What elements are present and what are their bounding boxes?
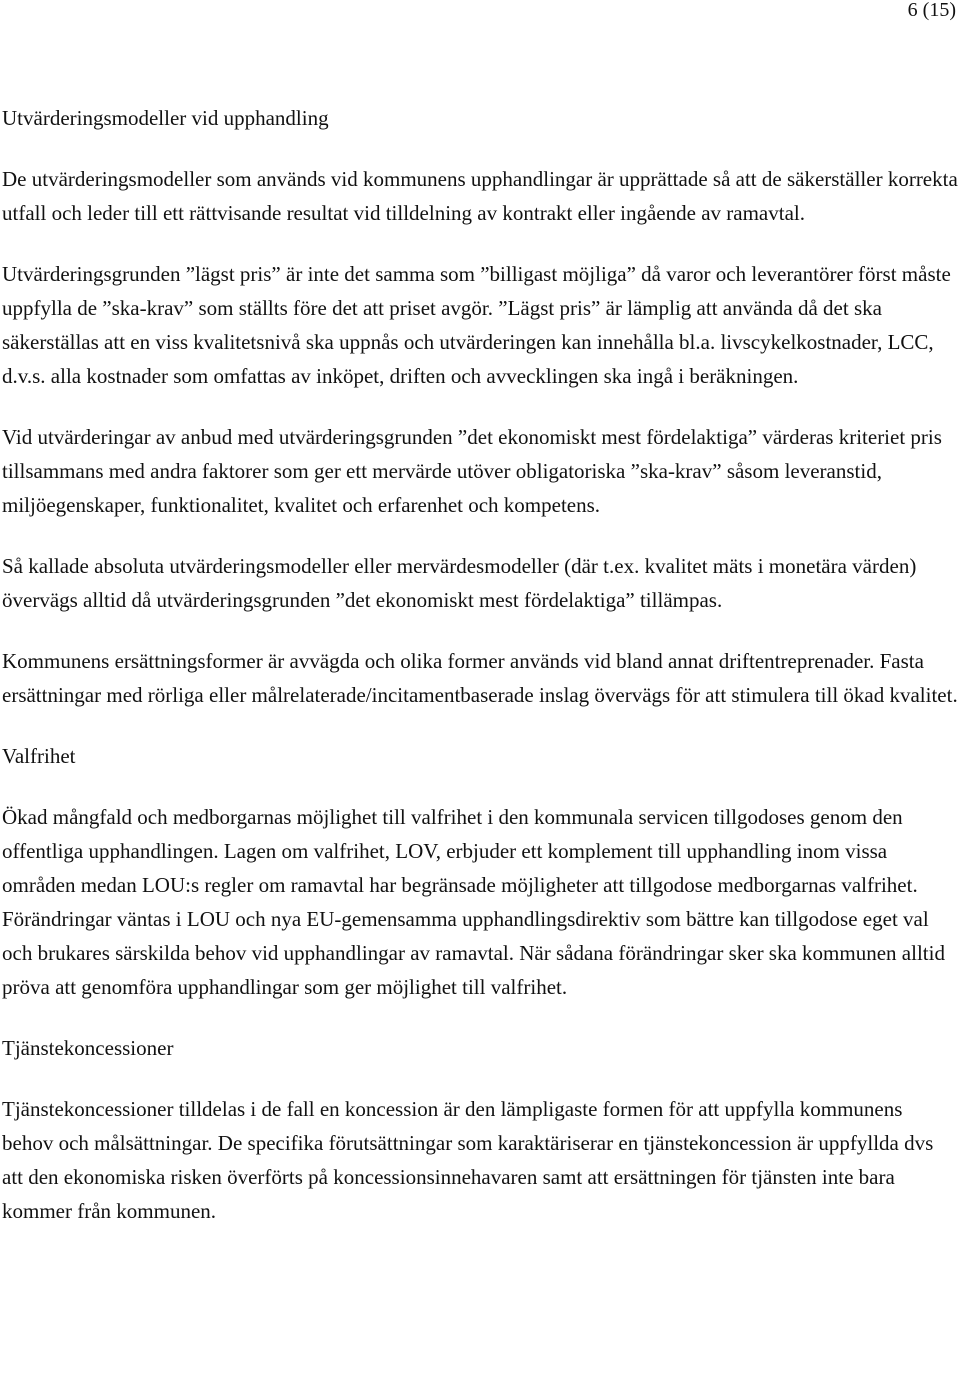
paragraph-tjanstekoncessioner: Tjänstekoncessioner tilldelas i de fall en koncession är den lämpligaste formen för att uppfylla kommunens behov och målsättningar. De specifika förutsättningar som karaktäriserar en tjänstekoncession är uppfyllda dvs att den ekonomiska risken överförts på koncessionsinnehavaren samt att ersättningen för tjänsten inte bara kommer från kommunen. — [2, 1097, 934, 1223]
section-heading-tjanstekoncessioner: Tjänstekoncessioner — [2, 1036, 174, 1060]
paragraph-ekonomiskt-fordelaktiga: Vid utvärderingar av anbud med utvärderingsgrunden ”det ekonomiskt mest fördelaktiga” värderas kriteriet pris tillsammans med andra faktorer som ger ett mervärde utöver obligatoriska ”ska-krav” såsom leveranstid, miljöegenskaper, funktionalitet, kvalitet och erfarenhet och kompetens. — [2, 425, 942, 517]
section-heading-utvarderingsmodeller: Utvärderingsmodeller vid upphandling — [2, 106, 329, 130]
paragraph-intro: De utvärderingsmodeller som används vid kommunens upphandlingar är upprättade så att de säkerställer korrekta utfall och leder till ett rättvisande resultat vid tilldelning av kontrakt eller ingående av ramavtal. — [2, 167, 958, 225]
paragraph-valfrihet: Ökad mångfald och medborgarnas möjlighet till valfrihet i den kommunala servicen tillgodoses genom den offentliga upphandlingen. Lagen om valfrihet, LOV, erbjuder ett komplement till upphandling inom vissa områden medan LOU:s regler om ramavtal har begränsade möjligheter att tillgodose medborgarnas valfrihet. Förändringar väntas i LOU och nya EU-gemensamma upphandlingsdirektiv som bättre kan tillgodose eget val och brukares särskilda behov vid upphandlingar av ramavtal. När sådana förändringar sker ska kommunen alltid pröva att genomföra upphandlingar som ger möjlighet till valfrihet. — [2, 805, 945, 999]
paragraph-ersattningsformer: Kommunens ersättningsformer är avvägda och olika former används vid bland annat driftentreprenader. Fasta ersättningar med rörliga eller målrelaterade/incitamentbaserade inslag övervägs för att stimulera till ökad kvalitet. — [2, 649, 958, 707]
paragraph-absoluta-modeller: Så kallade absoluta utvärderingsmodeller eller mervärdesmodeller (där t.ex. kvalitet mäts i monetära värden) övervägs alltid då utvärderingsgrunden ”det ekonomiskt mest fördelaktiga” tillämpas. — [2, 554, 917, 612]
document-body — [2, 101, 958, 1255]
page-number: 6 (15) — [907, 0, 956, 21]
section-heading-valfrihet: Valfrihet — [2, 744, 76, 768]
paragraph-lagst-pris: Utvärderingsgrunden ”lägst pris” är inte det samma som ”billigast möjliga” då varor och leverantörer först måste uppfylla de ”ska-krav” som ställts före det att priset avgör. ”Lägst pris” är lämplig att använda då det ska säkerställas att en viss kvalitetsnivå ska uppnås och utvärderingen kan innehålla bl.a. livscykelkostnader, LCC, d.v.s. alla kostnader som omfattas av inköpet, driften och avvecklingen ska ingå i beräkningen. — [2, 262, 951, 388]
